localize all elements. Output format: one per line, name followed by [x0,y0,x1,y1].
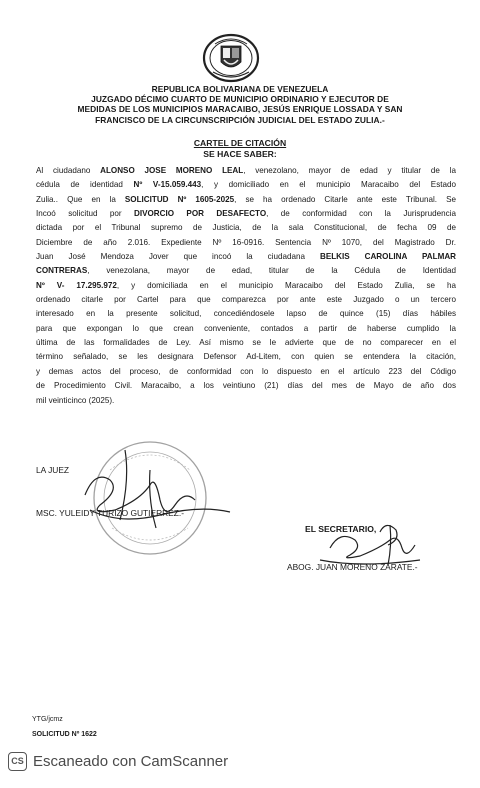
camscanner-logo-icon: CS [8,752,27,771]
header-line-municipalities: MEDIDAS DE LOS MUNICIPIOS MARACAIBO, JESÚS ENRIQUE LOSSADA Y SAN [77,104,403,115]
body-line: Zulia.. Que en la SOLICITUD Nº 1605-2025, se ha ordenado Citarle ante este Tribunal. Se [36,194,456,204]
court-header [18,84,462,125]
body-line: y demas actos del proceso, de conformidad con lo dispuesto en el artículo 223 del Código [36,366,456,376]
cartel-subtitle: SE HACE SABER: [203,148,277,159]
camscanner-text: Escaneado con CamScanner [33,752,229,770]
body-line: CONTRERAS, venezolana, mayor de edad, titular de la Cédula de Identidad [36,266,456,276]
body-line: dictada por el Tribunal supremo de Justicia, de la sala Constitucional, de fecha 09 de [36,223,456,233]
body-line: mil veinticinco (2025). [36,395,115,405]
header-line-court: JUZGADO DÉCIMO CUARTO DE MUNICIPIO ORDINARIO Y EJECUTOR DE [91,94,389,105]
body-line: Nº V- 17.295.972, y domiciliada en el municipio Maracaibo del Estado Zulia, se ha [36,280,456,290]
body-line: de Procedimiento Civil. Maracaibo, a los veintiuno (21) días del mes de Mayo de año dos [36,381,456,391]
judge-label: LA JUEZ [36,465,70,475]
summons-body [36,164,456,408]
coat-of-arms-seal-icon [201,32,261,84]
cartel-heading [140,138,340,159]
judge-name: MSC. YULEIDY TURIZO GUTIERREZ.- [36,508,184,518]
body-line: Diciembre de año 2.016. Expediente Nº 16-0916. Sentencia Nº 1070, del Magistrado Dr. [36,237,456,247]
solicitud-reference: SOLICITUD Nº 1622 [32,731,97,738]
header-line-republic: REPUBLICA BOLIVARIANA DE VENEZUELA [151,84,329,94]
body-line: Juan José Mendoza Jover que incoó la ciudadana BELKIS CAROLINA PALMAR [36,252,457,262]
body-line: última de las formalidades de Ley. Así mismo se le advierte que de no comparecer en el [36,338,456,348]
body-line: cédula de identidad Nº V-15.059.443, y domiciliado en el municipio Maracaibo del Estado [36,180,456,190]
secretary-label: EL SECRETARIO, [305,524,377,534]
body-line: ordenado citarle por Cartel para que comparezca por ante este Juzgado o un tercero [36,295,456,305]
court-stamp-icon [94,442,206,554]
cartel-title: CARTEL DE CITACIÓN [193,138,287,148]
typist-initials: YTG/jcmz [32,716,63,723]
header-line-circumscription: FRANCISCO DE LA CIRCUNSCRIPCIÓN JUDICIAL DEL ESTADO ZULIA.- [95,114,385,125]
camscanner-watermark [8,750,228,772]
body-line: interesado en la presente solicitud, concediéndosele lapso de quince (15) días hábiles [36,309,456,319]
body-line: para que expongan lo que crean conveniente, contados a partir de haberse cumplido la [36,323,456,333]
secretary-name: ABOG. JUAN MORENO ZARATE.- [287,562,418,572]
body-line: Al ciudadano ALONSO JOSE MORENO LEAL, venezolano, mayor de edad y titular de la [36,166,456,175]
body-line: término señalado, se les designara Defensor Ad-Litem, con quien se entendera la citación, [36,352,456,362]
body-line: Incoó solicitud por DIVORCIO POR DESAFECTO, de conformidad con la Jurisprudencia [36,209,456,219]
